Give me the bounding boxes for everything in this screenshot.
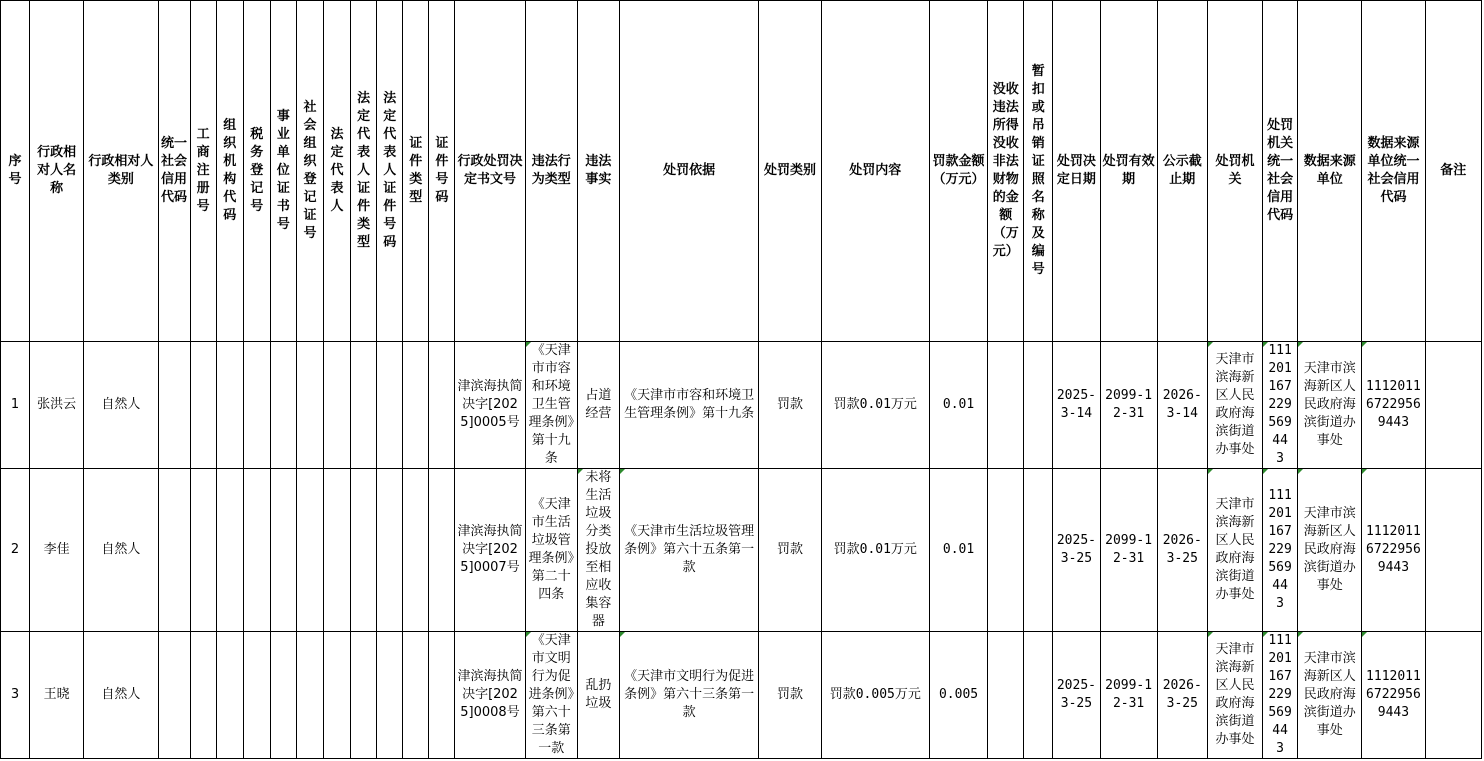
- header-cell: 行政处罚决定书文号: [455, 1, 525, 342]
- decision-date-cell[interactable]: 2025-3-25: [1053, 469, 1100, 632]
- empty-cell[interactable]: [351, 342, 377, 469]
- header-cell: 组织机构代码: [216, 1, 243, 342]
- empty-cell[interactable]: [324, 342, 351, 469]
- seq-cell[interactable]: 3: [1, 632, 30, 759]
- empty-cell[interactable]: [988, 469, 1024, 632]
- violation-type-cell[interactable]: 《天津市生活垃圾管理条例》第二十四条: [525, 469, 577, 632]
- empty-cell[interactable]: [351, 469, 377, 632]
- content-cell[interactable]: 罚款0.01万元: [821, 469, 929, 632]
- header-cell: 违法事实: [577, 1, 619, 342]
- decision-date-cell[interactable]: 2025-3-25: [1053, 632, 1100, 759]
- header-cell: 证件号码: [429, 1, 455, 342]
- empty-cell[interactable]: [158, 469, 190, 632]
- empty-cell[interactable]: [1024, 469, 1053, 632]
- empty-cell[interactable]: [243, 469, 270, 632]
- source-unit-cell[interactable]: 天津市滨海新区人民政府海滨街道办事处: [1298, 342, 1362, 469]
- empty-cell[interactable]: [1425, 469, 1481, 632]
- seq-cell[interactable]: 2: [1, 469, 30, 632]
- empty-cell[interactable]: [403, 342, 429, 469]
- empty-cell[interactable]: [988, 342, 1024, 469]
- empty-cell[interactable]: [190, 632, 216, 759]
- empty-cell[interactable]: [158, 342, 190, 469]
- header-cell: 法定代表人证件号码: [377, 1, 403, 342]
- facts-cell[interactable]: 乱扔垃圾: [577, 632, 619, 759]
- authority-cell[interactable]: 天津市滨海新区人民政府海滨街道办事处: [1207, 632, 1262, 759]
- empty-cell[interactable]: [403, 469, 429, 632]
- empty-cell[interactable]: [377, 632, 403, 759]
- facts-cell[interactable]: 占道经营: [577, 342, 619, 469]
- header-cell: 违法行为类型: [525, 1, 577, 342]
- header-cell: 工商注册号: [190, 1, 216, 342]
- empty-cell[interactable]: [1425, 632, 1481, 759]
- header-cell: 统一社会信用代码: [158, 1, 190, 342]
- header-cell: 数据来源单位统一社会信用代码: [1362, 1, 1425, 342]
- content-cell[interactable]: 罚款0.01万元: [821, 342, 929, 469]
- basis-cell[interactable]: 《天津市生活垃圾管理条例》第六十五条第一款: [619, 469, 758, 632]
- empty-cell[interactable]: [324, 469, 351, 632]
- source-code-cell[interactable]: 111201167229569443: [1362, 632, 1425, 759]
- header-cell: 法定代表人: [324, 1, 351, 342]
- empty-cell[interactable]: [243, 632, 270, 759]
- category-cell[interactable]: 罚款: [759, 342, 821, 469]
- empty-cell[interactable]: [270, 632, 296, 759]
- empty-cell[interactable]: [158, 632, 190, 759]
- header-cell: 处罚类别: [759, 1, 821, 342]
- header-row: [1, 1, 1482, 342]
- type-cell[interactable]: 自然人: [84, 632, 158, 759]
- empty-cell[interactable]: [270, 342, 296, 469]
- content-cell[interactable]: 罚款0.005万元: [821, 632, 929, 759]
- empty-cell[interactable]: [403, 632, 429, 759]
- header-cell: 证件类型: [403, 1, 429, 342]
- empty-cell[interactable]: [296, 469, 323, 632]
- basis-cell[interactable]: 《天津市文明行为促进条例》第六十三条第一款: [619, 632, 758, 759]
- doc-no-cell[interactable]: 津滨海执简决字[2025]0005号: [455, 342, 525, 469]
- violation-type-cell[interactable]: 《天津市文明行为促进条例》第六十三条第一款: [525, 632, 577, 759]
- empty-cell[interactable]: [1425, 342, 1481, 469]
- violation-type-cell[interactable]: 《天津市市容和环境卫生管理条例》第十九条: [525, 342, 577, 469]
- publish-until-cell[interactable]: 2026-3-25: [1157, 469, 1207, 632]
- empty-cell[interactable]: [324, 632, 351, 759]
- empty-cell[interactable]: [216, 469, 243, 632]
- empty-cell[interactable]: [190, 469, 216, 632]
- type-cell[interactable]: 自然人: [84, 342, 158, 469]
- header-cell: 行政相对人名称: [30, 1, 84, 342]
- table-row: [1, 342, 1482, 469]
- amount-cell[interactable]: 0.005: [929, 632, 987, 759]
- amount-cell[interactable]: 0.01: [929, 469, 987, 632]
- empty-cell[interactable]: [190, 342, 216, 469]
- empty-cell[interactable]: [377, 469, 403, 632]
- header-cell: 罚款金额（万元）: [929, 1, 987, 342]
- authority-cell[interactable]: 天津市滨海新区人民政府海滨街道办事处: [1207, 469, 1262, 632]
- authority-cell[interactable]: 天津市滨海新区人民政府海滨街道办事处: [1207, 342, 1262, 469]
- publish-until-cell[interactable]: 2026-3-14: [1157, 342, 1207, 469]
- header-cell: 备注: [1425, 1, 1481, 342]
- publish-until-cell[interactable]: 2026-3-25: [1157, 632, 1207, 759]
- basis-cell[interactable]: 《天津市市容和环境卫生管理条例》第十九条: [619, 342, 758, 469]
- source-code-cell[interactable]: 111201167229569443: [1362, 342, 1425, 469]
- header-cell: 事业单位证书号: [270, 1, 296, 342]
- empty-cell[interactable]: [296, 632, 323, 759]
- empty-cell[interactable]: [377, 342, 403, 469]
- header-cell: 处罚依据: [619, 1, 758, 342]
- empty-cell[interactable]: [270, 469, 296, 632]
- valid-until-cell[interactable]: 2099-12-31: [1100, 632, 1157, 759]
- header-cell: 数据来源单位: [1298, 1, 1362, 342]
- empty-cell[interactable]: [351, 632, 377, 759]
- empty-cell[interactable]: [243, 342, 270, 469]
- category-cell[interactable]: 罚款: [759, 632, 821, 759]
- amount-cell[interactable]: 0.01: [929, 342, 987, 469]
- authority-code-cell[interactable]: 11120116722956944 3: [1263, 342, 1298, 469]
- header-cell: 法定代表人证件类型: [351, 1, 377, 342]
- header-cell: 处罚有效期: [1100, 1, 1157, 342]
- empty-cell[interactable]: [429, 469, 455, 632]
- empty-cell[interactable]: [1024, 342, 1053, 469]
- header-cell: 处罚机关: [1207, 1, 1262, 342]
- header-cell: 没收违法所得没收非法财物的金额（万元）: [988, 1, 1024, 342]
- table-row: [1, 469, 1482, 632]
- header-cell: 序号: [1, 1, 30, 342]
- category-cell[interactable]: 罚款: [759, 469, 821, 632]
- type-cell[interactable]: 自然人: [84, 469, 158, 632]
- empty-cell[interactable]: [1024, 632, 1053, 759]
- doc-no-cell[interactable]: 津滨海执简决字[2025]0008号: [455, 632, 525, 759]
- empty-cell[interactable]: [216, 342, 243, 469]
- header-cell: 公示截止期: [1157, 1, 1207, 342]
- header-cell: 行政相对人类别: [84, 1, 158, 342]
- source-unit-cell[interactable]: 天津市滨海新区人民政府海滨街道办事处: [1298, 632, 1362, 759]
- valid-until-cell[interactable]: 2099-12-31: [1100, 342, 1157, 469]
- valid-until-cell[interactable]: 2099-12-31: [1100, 469, 1157, 632]
- empty-cell[interactable]: [429, 632, 455, 759]
- facts-cell[interactable]: 未将生活垃圾分类投放至相应收集容器: [577, 469, 619, 632]
- empty-cell[interactable]: [216, 632, 243, 759]
- header-cell: 处罚决定日期: [1053, 1, 1100, 342]
- name-cell[interactable]: 李佳: [30, 469, 84, 632]
- header-cell: 处罚内容: [821, 1, 929, 342]
- decision-date-cell[interactable]: 2025-3-14: [1053, 342, 1100, 469]
- header-cell: 暂扣或吊销证照名称及编号: [1024, 1, 1053, 342]
- source-unit-cell[interactable]: 天津市滨海新区人民政府海滨街道办事处: [1298, 469, 1362, 632]
- doc-no-cell[interactable]: 津滨海执简决字[2025]0007号: [455, 469, 525, 632]
- authority-code-cell[interactable]: 11120116722956944 3: [1263, 469, 1298, 632]
- header-cell: 税务登记号: [243, 1, 270, 342]
- empty-cell[interactable]: [429, 342, 455, 469]
- name-cell[interactable]: 张洪云: [30, 342, 84, 469]
- table-row: [1, 632, 1482, 759]
- name-cell[interactable]: 王晓: [30, 632, 84, 759]
- empty-cell[interactable]: [296, 342, 323, 469]
- header-cell: 处罚机关统一社会信用代码: [1263, 1, 1298, 342]
- header-cell: 社会组织登记证号: [296, 1, 323, 342]
- empty-cell[interactable]: [988, 632, 1024, 759]
- authority-code-cell[interactable]: 11120116722956944 3: [1263, 632, 1298, 759]
- source-code-cell[interactable]: 111201167229569443: [1362, 469, 1425, 632]
- seq-cell[interactable]: 1: [1, 342, 30, 469]
